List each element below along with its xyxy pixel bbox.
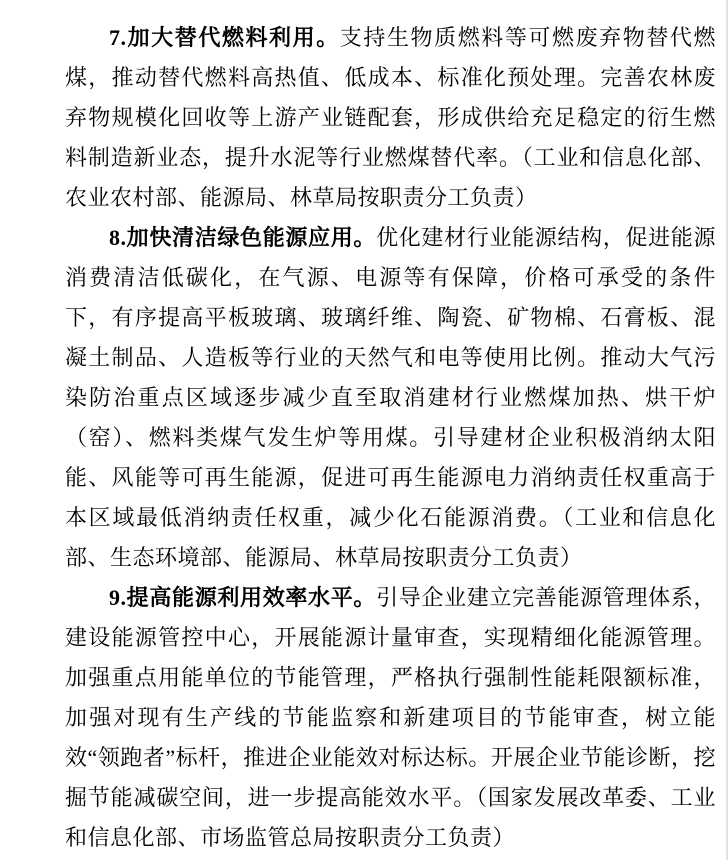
paragraph-8-body: 优化建材行业能源结构，促进能源消费清洁低碳化，在气源、电源等有保障，价格可承受的条件下，有序提高平板玻璃、玻璃纤维、陶瓷、矿物棉、石膏板、混凝土制品、人造板等行业的天然气和电等使用比例。推动大气污染防治重点区域逐步减少直至取消建材行业燃煤加热、烘干炉（窑）、燃料类煤气发生炉等用煤。引导建材企业积极消纳太阳能、风能等可再生能源，促进可再生能源电力消纳责任权重高于本区域最低消纳责任权重，减少化石能源消费。（工业和信息化部、生态环境部、能源局、林草局按职责分工负责）	[65, 225, 716, 570]
paragraph-9-body: 引导企业建立完善能源管理体系，建设能源管控中心，开展能源计量审查，实现精细化能源管理。加强重点用能单位的节能管理，严格执行强制性能耗限额标准，加强对现有生产线的节能监察和新建项目的节能审查，树立能效“领跑者”标杆，推进企业能效对标达标。开展企业节能诊断，挖掘节能减碳空间，进一步提高能效水平。（国家发展改革委、工业和信息化部、市场监管总局按职责分工负责）	[65, 585, 716, 850]
paragraph-7-body: 支持生物质燃料等可燃废弃物替代燃煤，推动替代燃料高热值、低成本、标准化预处理。完善农林废弃物规模化回收等上游产业链配套，形成供给充足稳定的衍生燃料制造新业态，提升水泥等行业燃煤替代率。（工业和信息化部、农业农村部、能源局、林草局按职责分工负责）	[65, 25, 716, 210]
paragraph-7	[65, 18, 716, 218]
paragraph-8-heading: 8.加快清洁绿色能源应用。	[109, 225, 377, 250]
paragraph-7-heading: 7.加大替代燃料利用。	[109, 25, 340, 50]
paragraph-9	[65, 578, 716, 858]
paragraph-9-heading: 9.提高能源利用效率水平。	[109, 585, 377, 610]
paragraph-8	[65, 218, 716, 578]
